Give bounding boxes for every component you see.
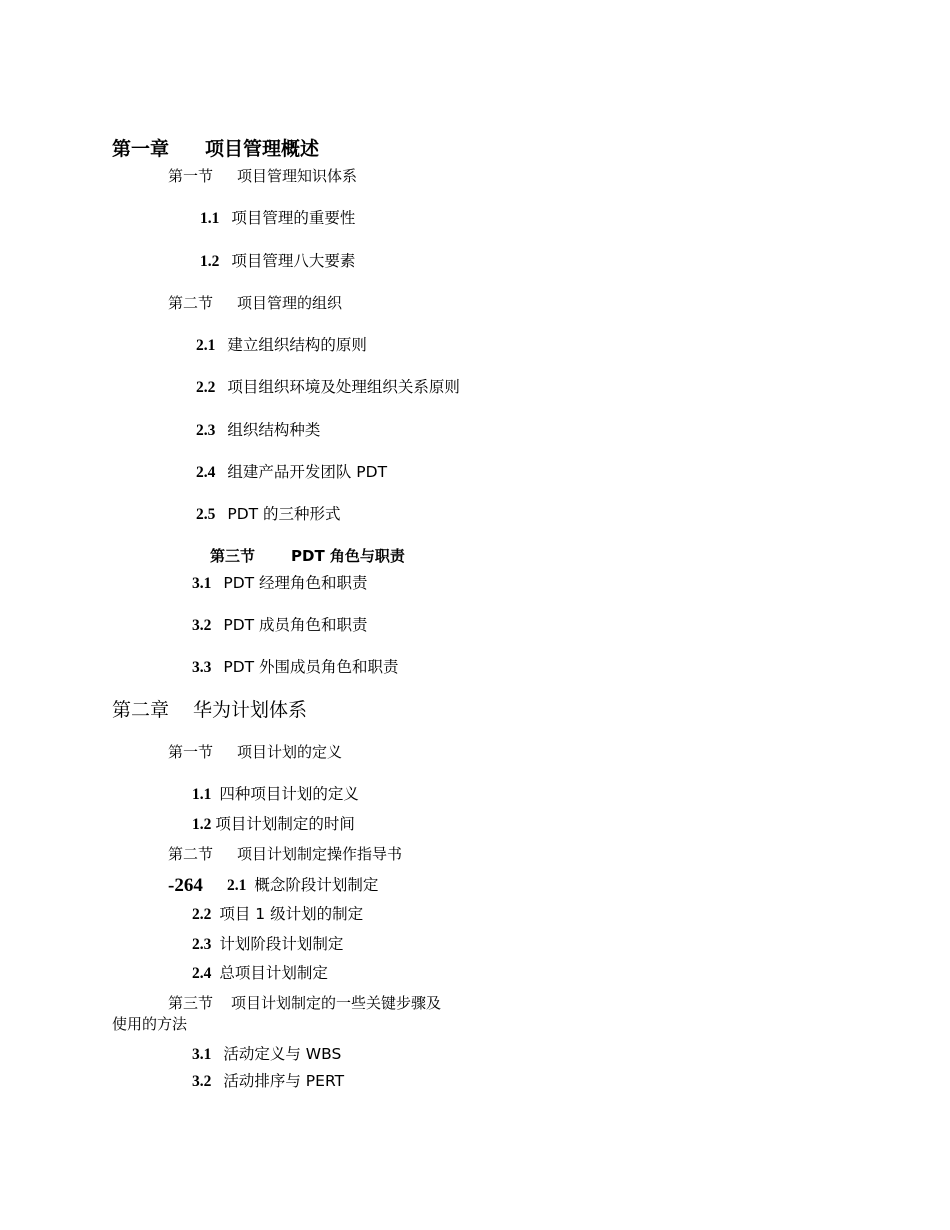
chapter-label: 第一章 — [112, 138, 170, 160]
toc-item-1-3-3[interactable] — [192, 660, 399, 676]
item-title: 项目 1 级计划的制定 — [219, 905, 364, 923]
item-title: PDT 经理角色和职责 — [223, 574, 368, 592]
item-number: 1.2 — [192, 816, 212, 833]
toc-item-2-1-1[interactable] — [192, 787, 359, 803]
item-number: 1.2 — [200, 253, 220, 270]
section-label: 第三节 — [210, 547, 256, 565]
toc-item-2-2-1[interactable] — [227, 878, 378, 894]
chapter-label: 第二章 — [112, 699, 170, 721]
item-title: 概念阶段计划制定 — [254, 876, 379, 894]
chapter-title: 华为计划体系 — [193, 699, 308, 721]
item-title: 组建产品开发团队 PDT — [227, 463, 388, 481]
section-title: 项目计划的定义 — [237, 743, 343, 761]
item-number: 3.1 — [192, 575, 212, 592]
toc-item-2-2-3[interactable] — [192, 937, 343, 953]
item-number: 2.2 — [192, 906, 212, 923]
item-number: 2.3 — [196, 422, 216, 439]
toc-item-1-3-1[interactable] — [192, 576, 368, 592]
item-title: 四种项目计划的定义 — [219, 785, 359, 803]
item-number: 1.1 — [192, 786, 212, 803]
item-number: 2.1 — [227, 877, 247, 894]
item-number: 2.2 — [196, 379, 216, 396]
toc-item-2-2-2[interactable] — [192, 907, 363, 923]
toc-item-1-2-1[interactable] — [196, 338, 367, 354]
section-title: 项目计划制定的一些关键步骤及 — [231, 994, 442, 1012]
item-title: 项目管理八大要素 — [231, 252, 356, 270]
toc-item-2-3-2[interactable] — [192, 1074, 344, 1090]
section-title: 项目计划制定操作指导书 — [237, 845, 403, 863]
item-number: 2.4 — [196, 464, 216, 481]
toc-item-2-2-4[interactable] — [192, 966, 328, 982]
item-number: 2.4 — [192, 965, 212, 982]
item-number: 3.2 — [192, 1073, 212, 1090]
toc-section-2-2[interactable] — [168, 847, 402, 862]
item-title: 组织结构种类 — [227, 421, 321, 439]
toc-section-1-3[interactable] — [210, 549, 405, 564]
toc-section-1-2[interactable] — [168, 296, 342, 311]
section-label: 第一节 — [168, 167, 214, 185]
toc-item-1-2-2[interactable] — [196, 380, 460, 396]
item-title: 总项目计划制定 — [219, 964, 328, 982]
section-title: 项目管理的组织 — [237, 294, 343, 312]
section-title: PDT 角色与职责 — [291, 547, 405, 565]
item-title: 项目计划制定的时间 — [215, 815, 355, 833]
item-number: 3.3 — [192, 659, 212, 676]
toc-item-1-1-2[interactable] — [200, 254, 355, 270]
section-label: 第二节 — [168, 845, 214, 863]
section-label: 第一节 — [168, 743, 214, 761]
item-title: 项目管理的重要性 — [231, 209, 356, 227]
item-title: 计划阶段计划制定 — [219, 935, 344, 953]
section-label: 第三节 — [168, 994, 214, 1012]
item-title: 项目组织环境及处理组织关系原则 — [227, 378, 460, 396]
section-label: 第二节 — [168, 294, 214, 312]
toc-chapter-2[interactable] — [112, 701, 307, 720]
section-title: 项目管理知识体系 — [237, 167, 358, 185]
item-number: 3.1 — [192, 1046, 212, 1063]
toc-chapter-1[interactable] — [112, 140, 319, 159]
toc-item-1-2-5[interactable] — [196, 507, 341, 523]
item-number: 3.2 — [192, 617, 212, 634]
toc-section-2-1[interactable] — [168, 745, 342, 760]
item-title: PDT 成员角色和职责 — [223, 616, 368, 634]
item-title: 活动排序与 PERT — [223, 1072, 345, 1090]
toc-item-1-1-1[interactable] — [200, 211, 355, 227]
page-number: -264 — [168, 875, 203, 896]
toc-item-1-3-2[interactable] — [192, 618, 368, 634]
item-title: 建立组织结构的原则 — [227, 336, 367, 354]
toc-section-2-3-continued[interactable]: 使用的方法 — [112, 1015, 188, 1033]
toc-item-2-1-2[interactable] — [192, 817, 355, 833]
toc-section-2-3[interactable] — [168, 996, 441, 1011]
chapter-title: 项目管理概述 — [205, 138, 320, 160]
toc-section-1-1[interactable] — [168, 169, 357, 184]
item-number: 1.1 — [200, 210, 220, 227]
toc-item-1-2-4[interactable] — [196, 465, 387, 481]
item-title: 活动定义与 WBS — [223, 1045, 342, 1063]
item-number: 2.3 — [192, 936, 212, 953]
item-number: 2.1 — [196, 337, 216, 354]
item-number: 2.5 — [196, 506, 216, 523]
item-title: PDT 的三种形式 — [227, 505, 341, 523]
toc-item-2-3-1[interactable] — [192, 1047, 341, 1063]
toc-item-1-2-3[interactable] — [196, 423, 320, 439]
item-title: PDT 外围成员角色和职责 — [223, 658, 399, 676]
